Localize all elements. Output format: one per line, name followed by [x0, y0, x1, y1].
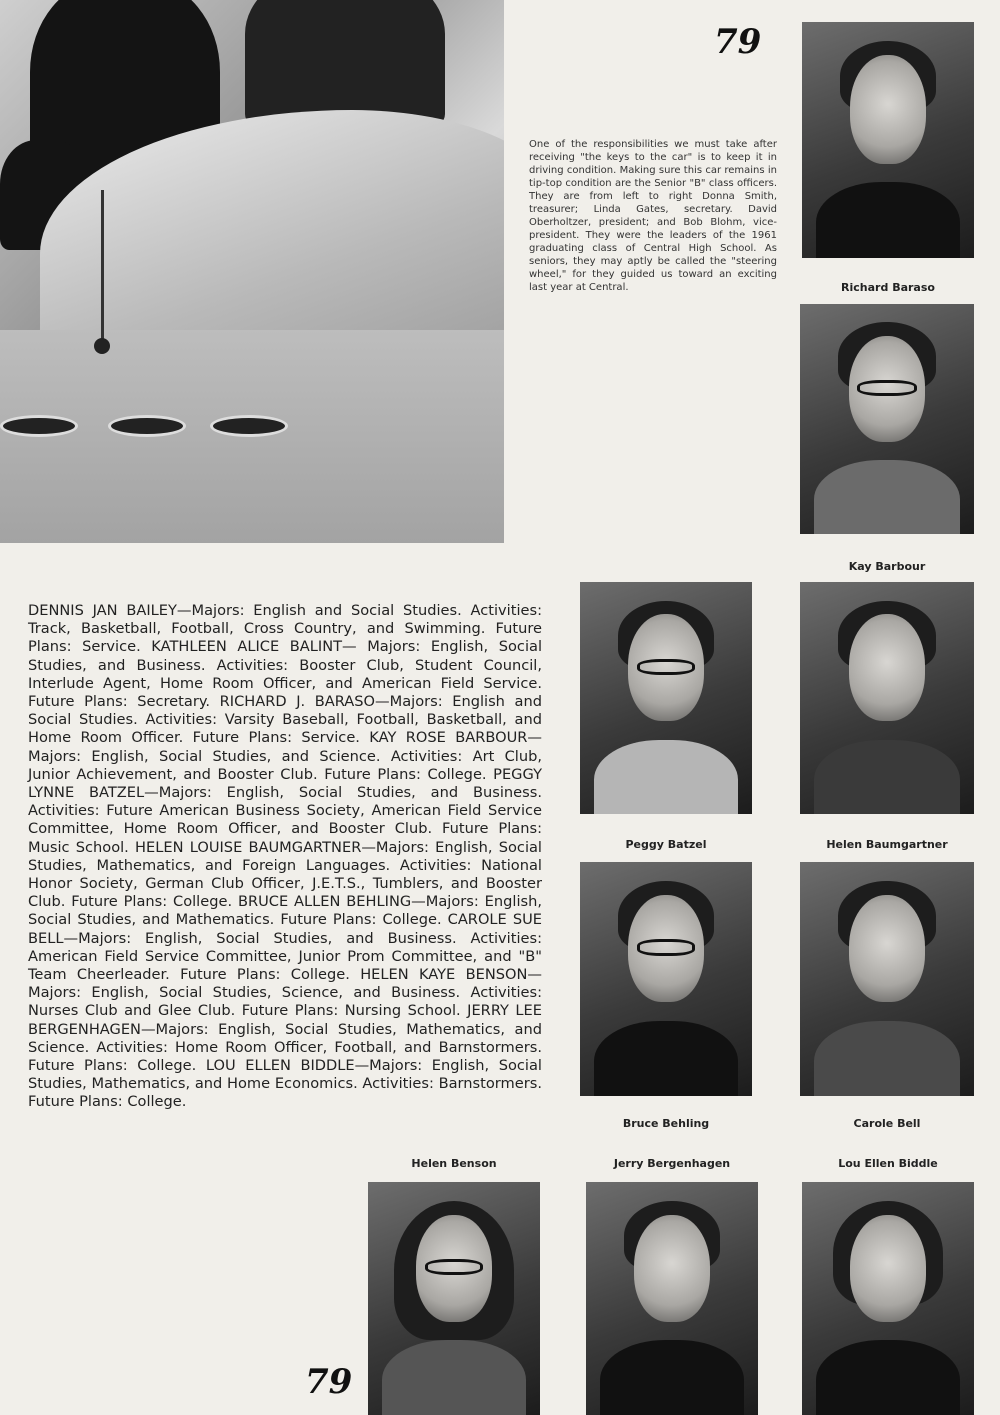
portrait-photo	[800, 582, 974, 814]
page-number-top: 79	[714, 22, 762, 62]
portrait-caption: Jerry Bergenhagen	[613, 1157, 731, 1170]
class-officers-caption: One of the responsibilities we must take after receiving "the keys to the car" is to keep it in driving condition. Making sure this car remains in tip-top condition are the Senior "B" class officers. They are from left to right Donna Smith, treasurer; Linda Gates, secretary. David Oberholtzer, president; and Bob Blohm, vice-president. They were the leaders of the 1961 graduating class of Central High School. As seniors, they may aptly be called the "steering wheel," for they guided us toward an exciting last year at Central.	[529, 139, 777, 293]
portrait-photo	[580, 862, 752, 1096]
car-antenna	[101, 190, 104, 350]
car-antenna-base	[94, 338, 110, 354]
portrait-caption: Kay Barbour	[848, 560, 926, 573]
portrait-photo	[802, 22, 974, 258]
portrait-caption: Helen Benson	[411, 1157, 497, 1170]
portrait-photo	[800, 862, 974, 1096]
class-officers-car-photo	[0, 0, 504, 543]
portrait-caption: Richard Baraso	[841, 281, 935, 294]
portrait-photo	[368, 1182, 540, 1415]
portrait-caption: Bruce Behling	[622, 1117, 710, 1130]
portrait-caption: Lou Ellen Biddle	[838, 1157, 938, 1170]
car-vent	[108, 415, 186, 437]
portrait-caption: Peggy Batzel	[625, 838, 707, 851]
page-number-bottom: 79	[305, 1362, 353, 1402]
portrait-photo	[580, 582, 752, 814]
portrait-photo	[586, 1182, 758, 1415]
portrait-caption: Carole Bell	[853, 1117, 921, 1130]
portrait-caption: Helen Baumgartner	[826, 838, 948, 851]
car-vent	[210, 415, 288, 437]
portrait-photo	[802, 1182, 974, 1415]
senior-biographies: DENNIS JAN BAILEY—Majors: English and Social Studies. Activities: Track, Basketball, Football, Cross Country, and Swimming. Future Plans: Service. KATHLEEN ALICE BALINT— Majors: English, Social Studies, and Business. Activities: Booster Club, Student Council, Interlude Agent, Home Room Officer, and American Field Service. Future Plans: Secretary. RICHARD J. BARASO—Majors: English and Social Studies. Activities: Varsity Baseball, Football, Basketball, and Home Room Officer. Future Plans: Service. KAY ROSE BARBOUR—Majors: English, Social Studies, and Science. Activities: Art Club, Junior Achievement, and Booster Club. Future Plans: College. PEGGY LYNNE BATZEL—Majors: English, Social Studies, and Business. Activities: Future American Business Society, American Field Service Committee, Home Room Officer, and Booster Club. Future Plans: Music School. HELEN LOUISE BAUMGARTNER—Majors: English, Social Studies, Mathematics, and Foreign Languages. Activities: National Honor Society, German Club Officer, J.E.T.S., Tumblers, and Booster Club. Future Plans: College. BRUCE ALLEN BEHLING—Majors: English, Social Studies, and Mathematics. Future Plans: College. CAROLE SUE BELL—Majors: English, Social Studies, and Business. Activities: American Field Service Committee, Junior Prom Committee, and "B" Team Cheerleader. Future Plans: College. HELEN KAYE BENSON—Majors: English, Social Studies, Science, and Business. Activities: Nurses Club and Glee Club. Future Plans: Nursing School. JERRY LEE BERGENHAGEN—Majors: English, Social Studies, Mathematics, and Science. Activities: Home Room Officer, Football, and Barnstormers. Future Plans: College. LOU ELLEN BIDDLE—Majors: English, Social Studies, Mathematics, and Home Economics. Activities: Barnstormers. Future Plans: College.	[28, 602, 542, 1111]
portrait-photo	[800, 304, 974, 534]
car-vent	[0, 415, 78, 437]
